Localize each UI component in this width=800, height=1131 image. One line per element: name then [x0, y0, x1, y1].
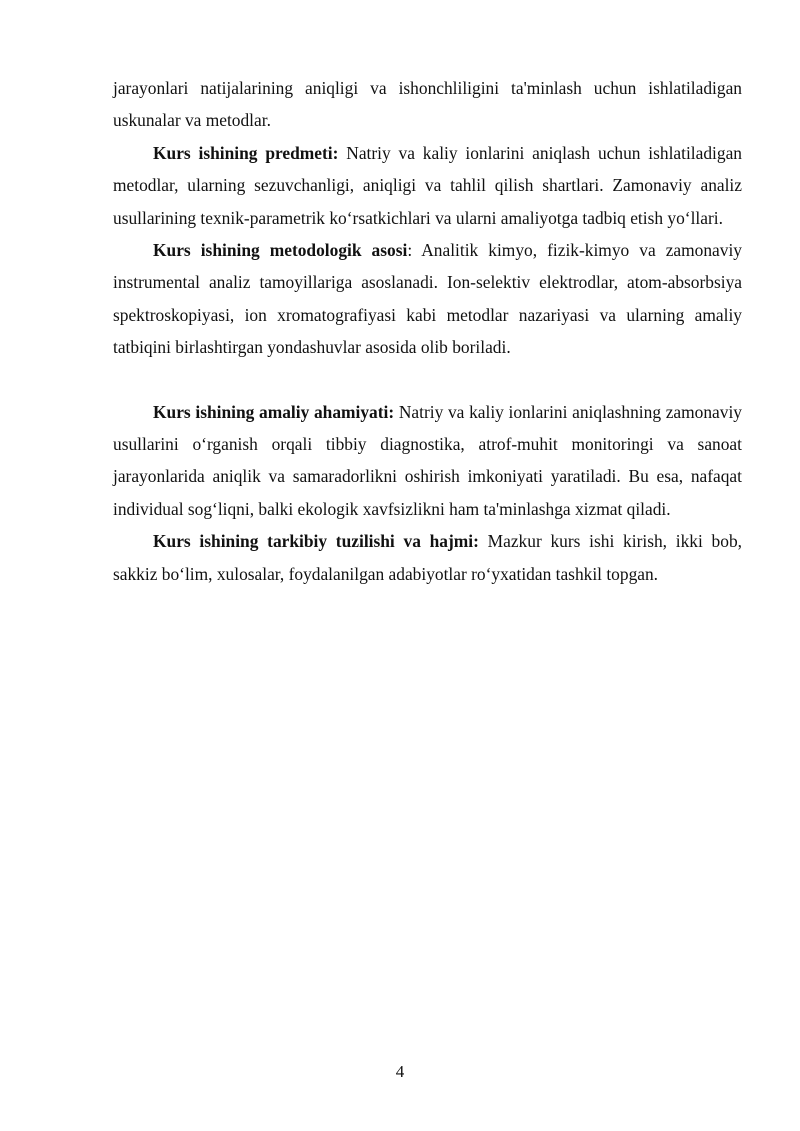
page-number: 4 — [395, 1062, 405, 1081]
methodology-heading: Kurs ishining metodologik asosi — [153, 240, 408, 261]
practical-significance-paragraph — [113, 396, 742, 526]
intro-text: jarayonlari natijalarining aniqligi va ishonchliligini ta'minlash uchun ishlatiladigan uskunalar va metodlar. — [113, 78, 742, 131]
structure-paragraph — [113, 525, 742, 590]
methodology-paragraph — [113, 234, 742, 364]
methodology-text: : Analitik kimyo, fizik-kimyo va zamonaviy instrumental analiz tamoyillariga asoslanadi. Ion-selektiv elektrodlar, atom-absorbsiya spektroskopiyasi, ion xromatografiyasi kabi metodlar nazariyasi va ularning amaliy tatbiqini birlashtirgan yondashuvlar asosida olib boriladi. — [113, 240, 742, 358]
intro-paragraph — [113, 72, 742, 137]
structure-heading: Kurs ishining tarkibiy tuzilishi va hajmi: — [153, 531, 479, 552]
document-page — [113, 72, 742, 590]
subject-heading: Kurs ishining predmeti: — [153, 142, 339, 163]
structure-text: Mazkur kurs ishi kirish, ikki bob, sakkiz boʻlim, xulosalar, foydalanilgan adabiyotlar roʻyxatidan tashkil topgan. — [113, 531, 742, 584]
subject-paragraph — [113, 137, 742, 234]
subject-text: Natriy va kaliy ionlarini aniqlash uchun ishlatiladigan metodlar, ularning sezuvchanligi, aniqligi va tahlil qilish shartlari. Zamonaviy analiz usullarining texnik-parametrik koʻrsatkichlari va ularni amaliyotga tadbiq etish yoʻllari. — [113, 142, 742, 228]
practical-significance-text: Natriy va kaliy ionlarini aniqlashning zamonaviy usullarini oʻrganish orqali tibbiy diagnostika, atrof-muhit monitoringi va sanoat jarayonlarida aniqlik va samaradorlikni oshirish imkoniyati yaratiladi. Bu esa, nafaqat individual sogʻliqni, balki ekologik xavfsizlikni ham ta'minlashga xizmat qiladi. — [113, 401, 743, 519]
practical-significance-heading: Kurs ishining amaliy ahamiyati: — [153, 401, 395, 422]
